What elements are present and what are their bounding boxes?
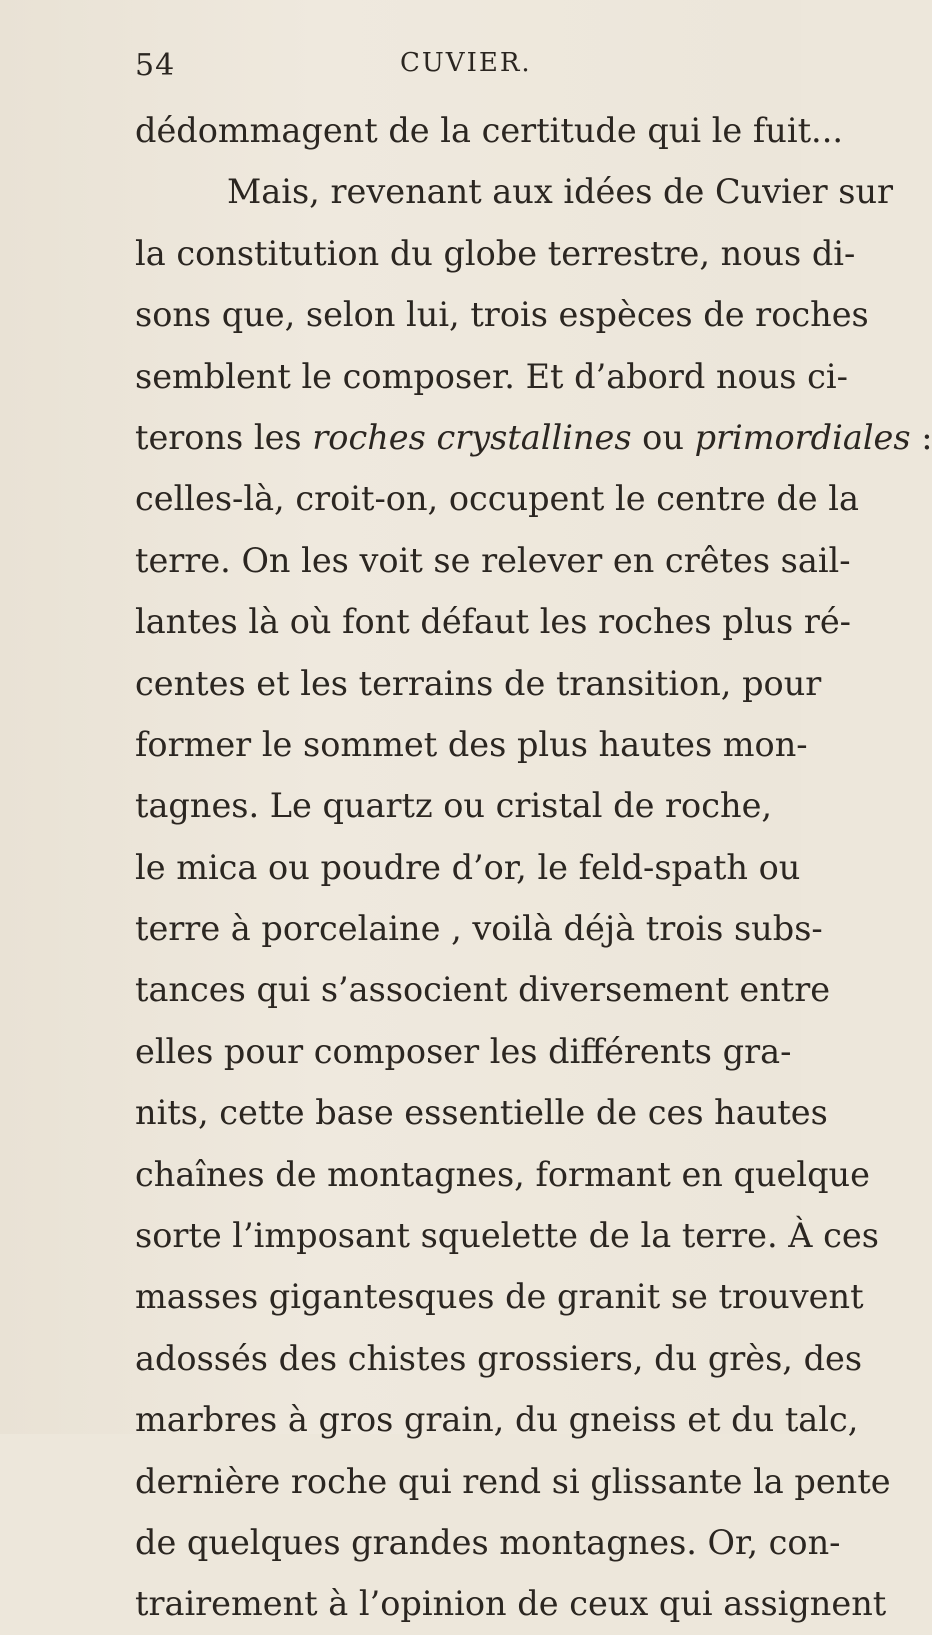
text-line: tagnes. Le quartz ou cristal de roche,	[135, 786, 773, 826]
text-line: centes et les terrains de transition, pour	[135, 663, 822, 703]
running-title: CUVIER.	[400, 48, 532, 78]
body-text	[135, 100, 932, 1635]
text-line: terre à porcelaine , voilà déjà trois subs-	[135, 909, 823, 949]
text-line: terre. On les voit se relever en crêtes sail-	[135, 540, 851, 580]
text-line: sorte l’imposant squelette de la terre. À ces	[135, 1216, 879, 1256]
text-line: semblent le composer. Et d’abord nous ci-	[135, 356, 848, 396]
page-header	[135, 48, 775, 88]
text-line: chaînes de montagnes, formant en quelque	[135, 1154, 870, 1194]
text-line: tances qui s’associent diversement entre	[135, 970, 831, 1010]
text-line: nits, cette base essentielle de ces hautes	[135, 1093, 828, 1133]
text-line: former le sommet des plus hautes mon-	[135, 724, 808, 764]
text-line: adossés des chistes grossiers, du grès, des	[135, 1338, 863, 1378]
text-line: lantes là où font défaut les roches plus ré-	[135, 602, 851, 642]
text-line: masses gigantesques de granit se trouvent	[135, 1277, 864, 1317]
text-line: le mica ou poudre d’or, le feld-spath ou	[135, 847, 801, 887]
text-line: dédommagent de la certitude qui le fuit...	[135, 111, 843, 150]
text-line: celles-là, croit-on, occupent le centre de la	[135, 479, 859, 519]
text-line: terons les roches crystallines ou primordiales :	[135, 417, 932, 457]
text-line: elles pour composer les différents gra-	[135, 1031, 792, 1071]
text-line: Mais, revenant aux idées de Cuvier sur	[227, 172, 894, 212]
text-line: dernière roche qui rend si glissante la pente	[135, 1461, 891, 1501]
text-line: sons que, selon lui, trois espèces de roches	[135, 295, 869, 335]
text-line: la constitution du globe terrestre, nous di-	[135, 233, 856, 273]
text-line: marbres à gros grain, du gneiss et du talc,	[135, 1400, 859, 1440]
page-number: 54	[135, 48, 176, 83]
text-line: trairement à l’opinion de ceux qui assignent	[135, 1584, 887, 1624]
text-line: de quelques grandes montagnes. Or, con-	[135, 1522, 841, 1562]
